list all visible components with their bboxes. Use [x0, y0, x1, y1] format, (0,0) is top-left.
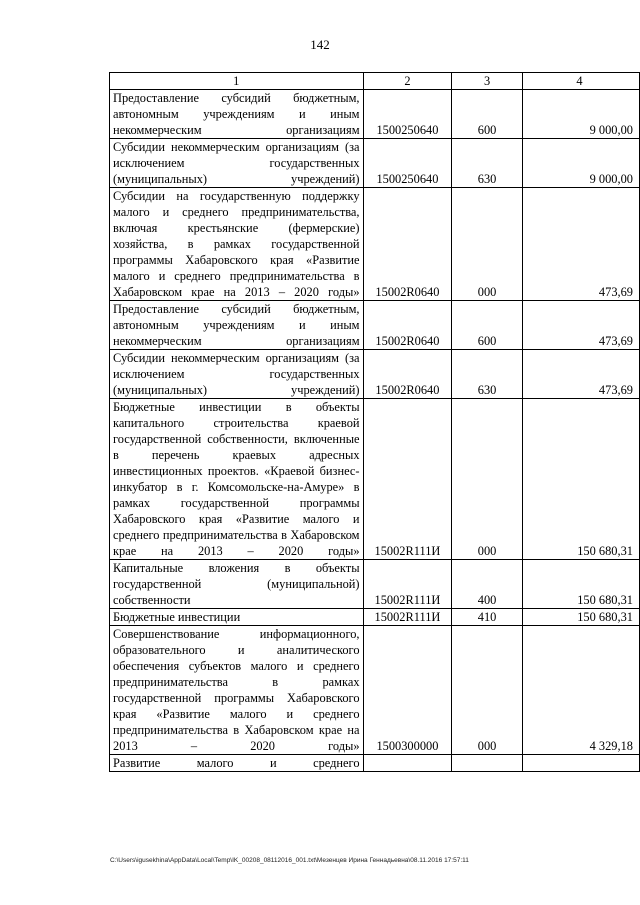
row-description: Бюджетные инвестиции в объекты капитального строительства краевой государственной собственности, включенные в перечень краевых адресных инвестиционных проектов. «Краевой бизнес-инкубатор в г. Комсомольске-на-Амуре» в рамках государственной программы Хабаровского края «Развитие малого и среднего предпринимательства в Хабаровском крае на 2013 – 2020 годы» — [110, 399, 364, 560]
row-description: Развитие малого и среднего — [110, 755, 364, 772]
row-code: 1500250640 — [363, 90, 452, 139]
row-expense-type: 410 — [452, 609, 522, 626]
footer-file-path: C:\Users\igusekhina\AppData\Local\Temp\IK_00208_08112016_001.txt\Мезенцев Ирина Геннадьевна\08.11.2016 17:57:11 — [110, 857, 469, 864]
row-expense-type: 000 — [452, 399, 522, 560]
row-description: Субсидии некоммерческим организациям (за исключением государственных (муниципальных) учреждений) — [110, 139, 364, 188]
row-sum: 473,69 — [522, 188, 639, 301]
page-number: 142 — [310, 37, 330, 52]
row-description: Предоставление субсидий бюджетным, автономным учреждениям и иным некоммерческим организациям — [110, 90, 364, 139]
row-sum: 473,69 — [522, 301, 639, 350]
header-col-1: 1 — [110, 73, 364, 90]
row-sum — [522, 755, 639, 772]
row-description: Субсидии некоммерческим организациям (за исключением государственных (муниципальных) учреждений) — [110, 350, 364, 399]
row-description: Совершенствование информационного, образовательного и аналитического обеспечения субъектов малого и среднего предпринимательства в рамках государственной программы Хабаровского края «Развитие малого и среднего предпринимательства в Хабаровском крае на 2013 – 2020 годы» — [110, 626, 364, 755]
table-header-row — [110, 73, 640, 90]
row-code: 15002R0640 — [363, 301, 452, 350]
table-row — [110, 90, 640, 139]
row-expense-type: 630 — [452, 139, 522, 188]
row-code: 15002R111И — [363, 399, 452, 560]
row-expense-type — [452, 755, 522, 772]
table-row — [110, 755, 640, 772]
table-row — [110, 188, 640, 301]
row-code: 1500250640 — [363, 139, 452, 188]
row-code: 15002R0640 — [363, 350, 452, 399]
row-description: Предоставление субсидий бюджетным, автономным учреждениям и иным некоммерческим организациям — [110, 301, 364, 350]
row-code: 15002R0640 — [363, 188, 452, 301]
row-code: 15002R111И — [363, 560, 452, 609]
header-col-2: 2 — [363, 73, 452, 90]
row-description: Бюджетные инвестиции — [110, 609, 364, 626]
row-sum: 150 680,31 — [522, 560, 639, 609]
row-sum: 9 000,00 — [522, 90, 639, 139]
header-col-4: 4 — [522, 73, 639, 90]
header-col-3: 3 — [452, 73, 522, 90]
table-row — [110, 139, 640, 188]
row-expense-type: 600 — [452, 90, 522, 139]
table-row — [110, 626, 640, 755]
table-row — [110, 301, 640, 350]
row-sum: 473,69 — [522, 350, 639, 399]
row-sum: 150 680,31 — [522, 609, 639, 626]
row-expense-type: 400 — [452, 560, 522, 609]
row-code: 1500300000 — [363, 626, 452, 755]
row-sum: 4 329,18 — [522, 626, 639, 755]
table-row — [110, 399, 640, 560]
table-row — [110, 350, 640, 399]
table-row — [110, 560, 640, 609]
budget-table — [109, 72, 640, 772]
row-expense-type: 000 — [452, 188, 522, 301]
row-code: 15002R111И — [363, 609, 452, 626]
table-row — [110, 609, 640, 626]
row-sum: 9 000,00 — [522, 139, 639, 188]
row-expense-type: 000 — [452, 626, 522, 755]
row-expense-type: 630 — [452, 350, 522, 399]
row-expense-type: 600 — [452, 301, 522, 350]
row-code — [363, 755, 452, 772]
row-sum: 150 680,31 — [522, 399, 639, 560]
row-description: Капитальные вложения в объекты государственной (муниципальной) собственности — [110, 560, 364, 609]
row-description: Субсидии на государственную поддержку малого и среднего предпринимательства, включая крестьянские (фермерские) хозяйства, в рамках государственной программы Хабаровского края «Развитие малого и среднего предпринимательства в Хабаровском крае на 2013 – 2020 годы» — [110, 188, 364, 301]
